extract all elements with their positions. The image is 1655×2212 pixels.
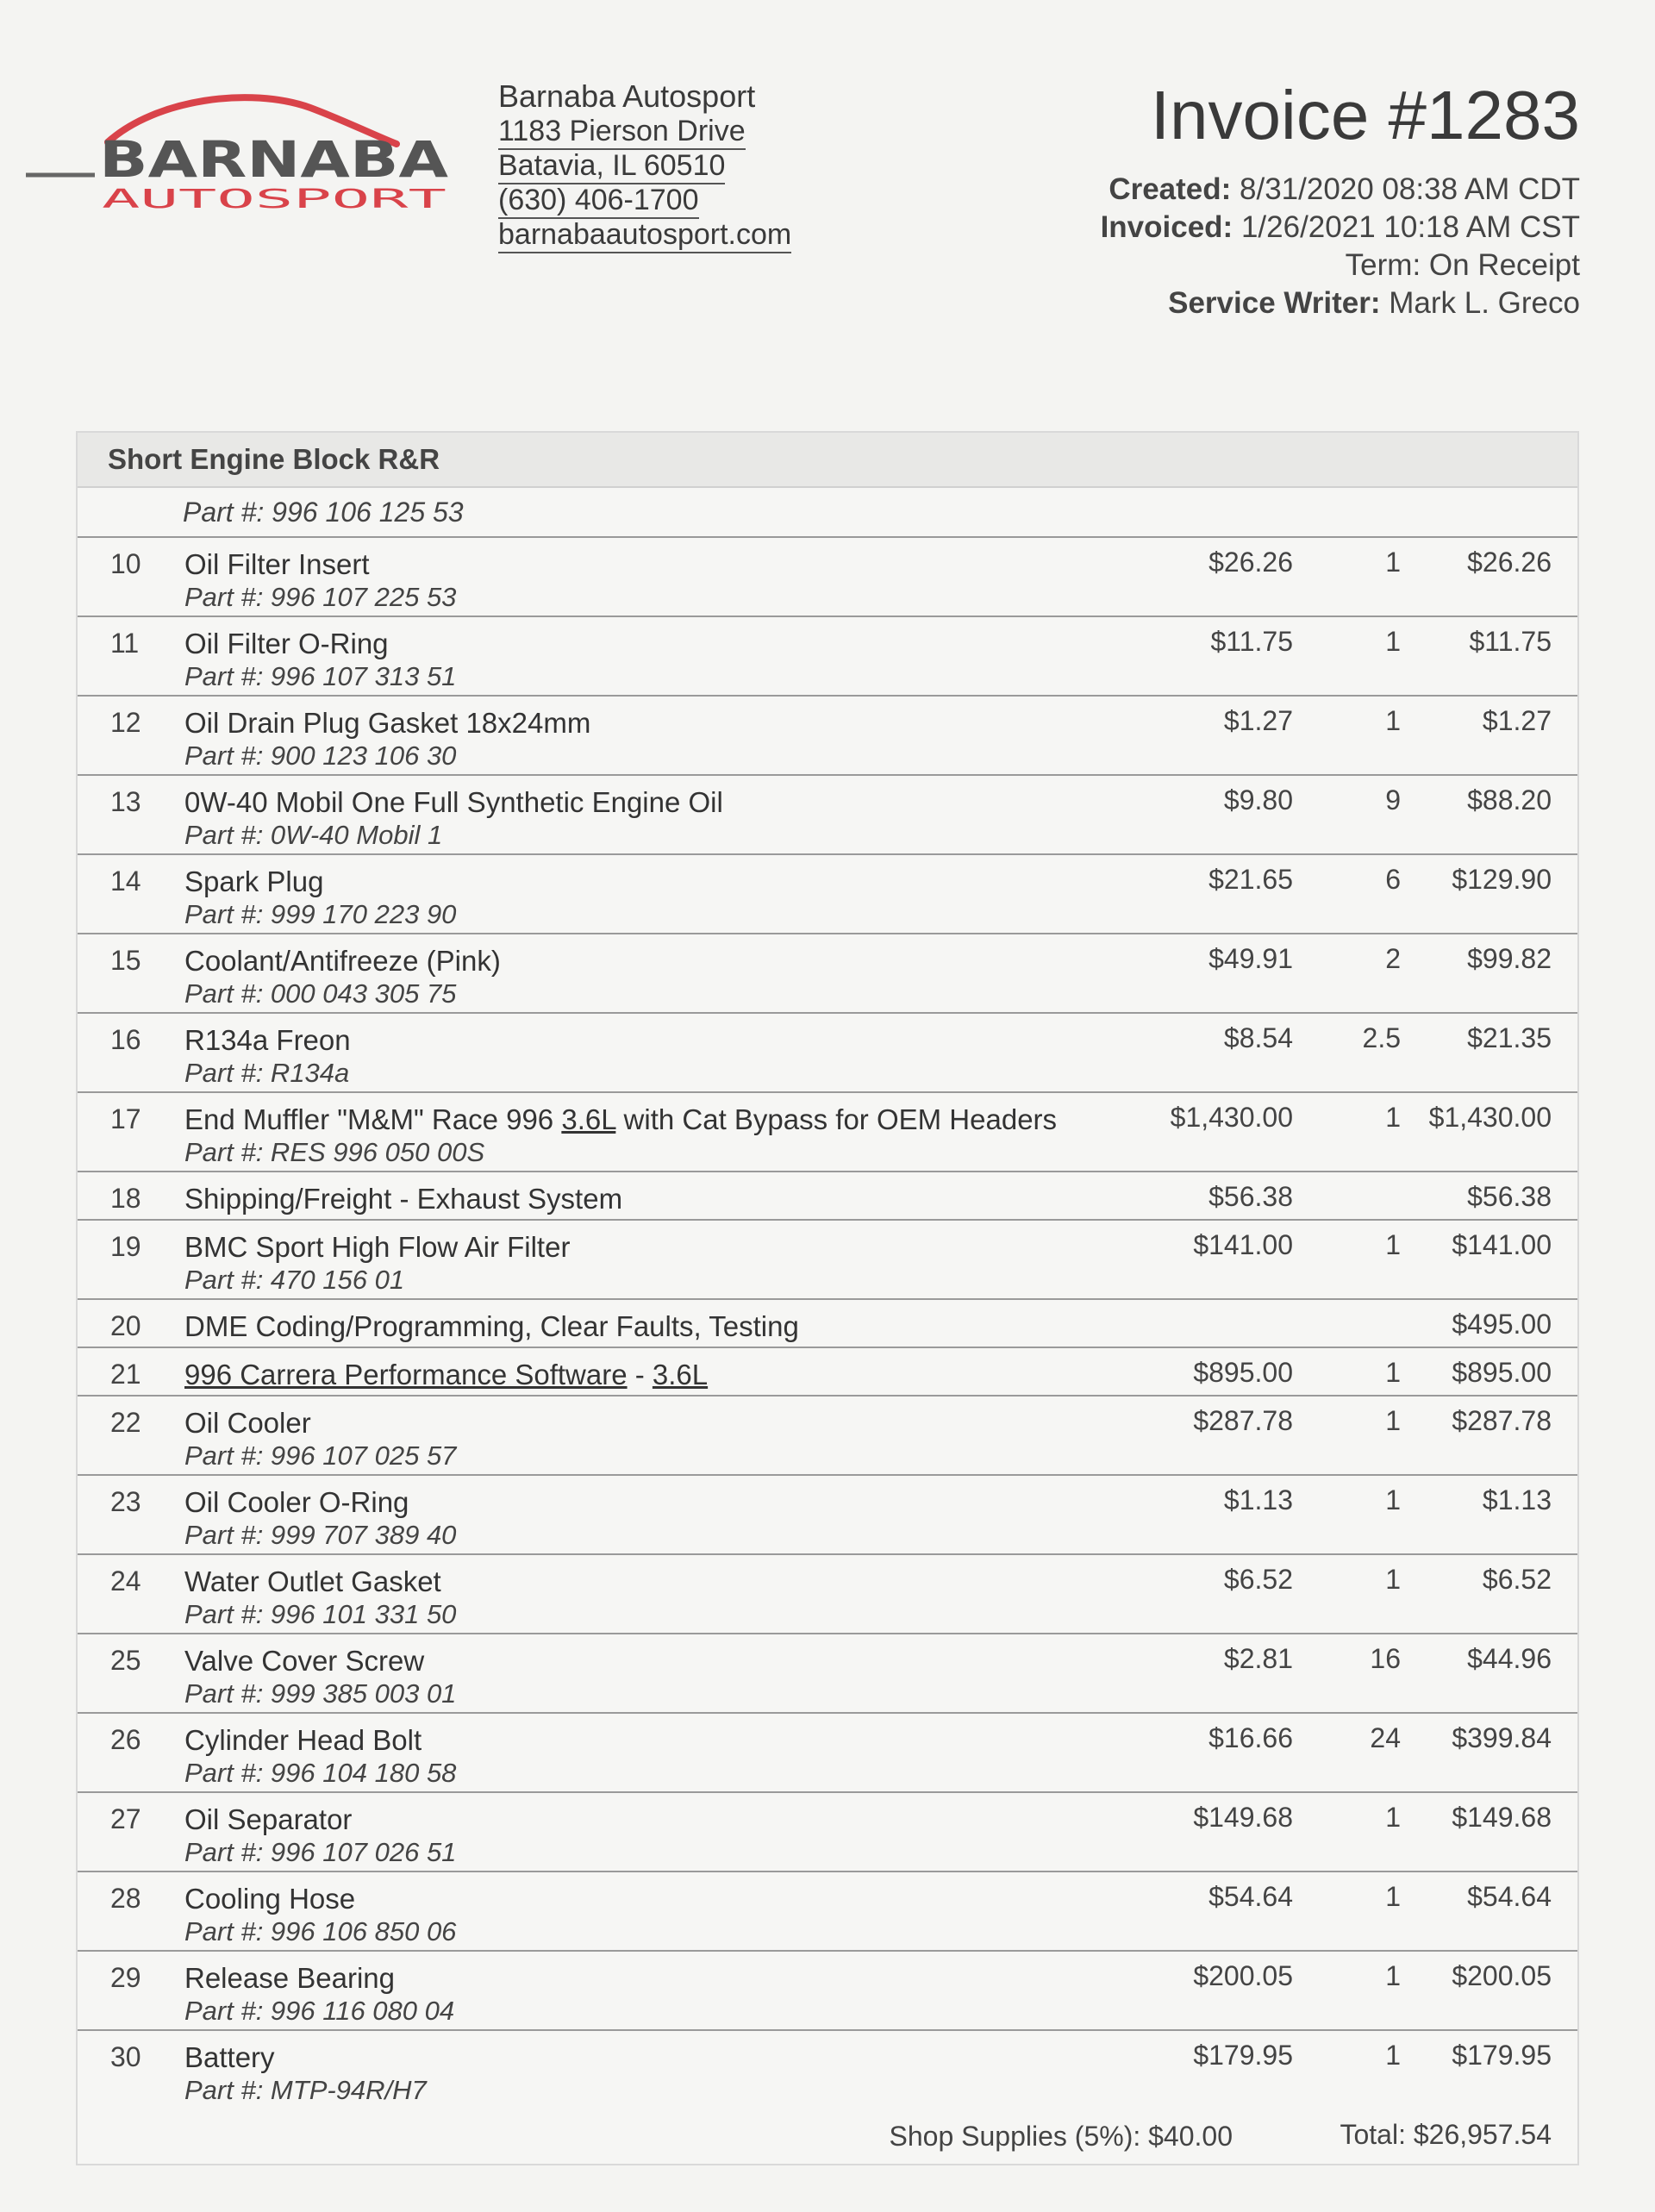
term-label: Term: xyxy=(1345,248,1421,282)
item-name: Oil Filter Insert xyxy=(184,548,370,580)
item-part-number: Part #: R134a xyxy=(184,1058,350,1088)
item-part-number: Part #: 996 116 080 04 xyxy=(184,1996,455,2026)
item-qty: 1 xyxy=(1385,1484,1401,1515)
item-qty: 24 xyxy=(1370,1722,1401,1753)
item-total: $11.75 xyxy=(1469,626,1552,657)
item-price: $16.66 xyxy=(1208,1722,1293,1753)
invoiced-value: 1/26/2021 10:18 AM CST xyxy=(1240,210,1580,244)
item-qty: 1 xyxy=(1385,1881,1401,1912)
item-description xyxy=(184,945,501,1010)
item-description xyxy=(184,1565,456,1631)
item-number: 11 xyxy=(110,628,140,659)
item-qty: 1 xyxy=(1385,1802,1401,1833)
item-name: 0W-40 Mobil One Full Synthetic Engine Oil xyxy=(184,786,723,818)
item-price: $200.05 xyxy=(1193,1960,1293,1991)
item-number: 17 xyxy=(110,1103,141,1134)
table-row xyxy=(78,617,1577,697)
item-name: Cylinder Head Bolt xyxy=(184,1724,422,1756)
term-value: On Receipt xyxy=(1428,248,1580,282)
writer-label: Service Writer: xyxy=(1168,286,1381,320)
item-name: Battery xyxy=(184,2041,275,2073)
table-row xyxy=(78,1714,1577,1793)
item-name-part-a: End Muffler "M&M" Race 996 xyxy=(184,1103,562,1135)
software-link[interactable]: 996 Carrera Performance Software xyxy=(184,1359,628,1390)
item-price: $1.27 xyxy=(1223,705,1293,736)
item-total: $179.95 xyxy=(1452,2040,1552,2071)
item-name: Cooling Hose xyxy=(184,1883,356,1915)
item-description xyxy=(184,2041,427,2107)
item-number: 19 xyxy=(110,1231,141,1262)
item-total: $895.00 xyxy=(1452,1357,1552,1388)
item-description xyxy=(184,1024,351,1090)
item-number: 30 xyxy=(110,2041,141,2072)
item-name-part-b: with Cat Bypass for OEM Headers xyxy=(615,1103,1058,1135)
item-name: R134a Freon xyxy=(184,1024,351,1056)
item-qty: 1 xyxy=(1385,705,1401,736)
item-qty: 1 xyxy=(1385,547,1401,578)
item-price: $287.78 xyxy=(1193,1405,1293,1436)
created-value: 8/31/2020 08:38 AM CDT xyxy=(1240,172,1580,206)
item-description xyxy=(184,1486,456,1552)
item-total: $1.13 xyxy=(1482,1484,1552,1515)
item-part-number: Part #: 996 107 025 57 xyxy=(184,1440,457,1471)
item-number: 29 xyxy=(110,1962,141,1993)
item-total: $149.68 xyxy=(1452,1802,1552,1833)
writer-line xyxy=(1101,284,1580,322)
item-qty: 1 xyxy=(1385,1102,1401,1133)
item-name: BMC Sport High Flow Air Filter xyxy=(184,1231,571,1263)
item-price: $179.95 xyxy=(1193,2040,1293,2071)
item-price: $1.13 xyxy=(1223,1484,1293,1515)
item-description xyxy=(184,707,590,772)
item-part-number: Part #: MTP-94R/H7 xyxy=(184,2075,427,2105)
item-price: $141.00 xyxy=(1193,1229,1293,1260)
item-part-number: Part #: 999 385 003 01 xyxy=(184,1678,457,1709)
invoice-footer xyxy=(78,2109,1577,2164)
table-row xyxy=(78,1300,1577,1348)
item-part-number: Part #: 000 043 305 75 xyxy=(184,978,457,1009)
item-part-number: Part #: 999 707 389 40 xyxy=(184,1520,457,1550)
item-price: $21.65 xyxy=(1208,864,1293,895)
item-qty: 1 xyxy=(1385,1960,1401,1991)
item-total: $200.05 xyxy=(1452,1960,1552,1991)
item-part-number: Part #: 996 106 850 06 xyxy=(184,1916,457,1946)
item-description xyxy=(184,1359,708,1391)
item-price: $11.75 xyxy=(1210,626,1293,657)
item-part-number: Part #: 996 101 331 50 xyxy=(184,1599,457,1629)
item-name: Oil Filter O-Ring xyxy=(184,628,389,659)
table-row xyxy=(78,1014,1577,1093)
item-description xyxy=(184,1103,1057,1169)
table-row xyxy=(78,776,1577,855)
item-price: $8.54 xyxy=(1223,1022,1293,1053)
table-row xyxy=(78,538,1577,617)
item-price: $149.68 xyxy=(1193,1802,1293,1833)
item-price: $49.91 xyxy=(1208,943,1293,974)
item-price: $26.26 xyxy=(1208,547,1293,578)
item-name: DME Coding/Programming, Clear Faults, Testing xyxy=(184,1310,799,1342)
item-total: $129.90 xyxy=(1452,864,1552,895)
logo-wordmark: BARNABA xyxy=(99,130,449,189)
item-name: Spark Plug xyxy=(184,865,324,897)
item-total: $6.52 xyxy=(1482,1564,1552,1595)
item-qty: 1 xyxy=(1385,626,1401,657)
item-price: $54.64 xyxy=(1208,1881,1293,1912)
item-number: 22 xyxy=(110,1407,141,1438)
term-line xyxy=(1101,247,1580,284)
item-number: 25 xyxy=(110,1645,141,1676)
engine-size-link[interactable]: 3.6L xyxy=(652,1359,709,1390)
section-title: Short Engine Block R&R xyxy=(78,433,1577,488)
item-description xyxy=(184,1962,454,2028)
item-price: $6.52 xyxy=(1223,1564,1293,1595)
item-qty: 16 xyxy=(1370,1643,1401,1674)
item-total: $56.38 xyxy=(1467,1181,1552,1212)
item-total: $399.84 xyxy=(1452,1722,1552,1753)
item-description xyxy=(184,1310,799,1343)
created-line xyxy=(1101,171,1580,209)
item-qty: 1 xyxy=(1385,2040,1401,2071)
company-city: Batavia, IL 60510 xyxy=(498,148,725,184)
item-qty: 2 xyxy=(1385,943,1401,974)
item-qty: 1 xyxy=(1385,1405,1401,1436)
table-row xyxy=(78,1793,1577,1872)
item-total: $26.26 xyxy=(1467,547,1552,578)
item-number: 12 xyxy=(110,707,141,738)
item-total: $1.27 xyxy=(1482,705,1552,736)
item-description xyxy=(184,865,456,931)
table-row xyxy=(78,855,1577,934)
item-name xyxy=(184,1103,1057,1136)
item-part-number: Part #: 0W-40 Mobil 1 xyxy=(184,820,443,850)
item-number: 23 xyxy=(110,1486,141,1517)
table-row xyxy=(78,1555,1577,1634)
item-price: $9.80 xyxy=(1223,784,1293,815)
item-part-number: Part #: 900 123 106 30 xyxy=(184,740,457,771)
item-description xyxy=(184,1645,456,1710)
invoice-header xyxy=(1101,76,1580,322)
item-total: $54.64 xyxy=(1467,1881,1552,1912)
item-name: Coolant/Antifreeze (Pink) xyxy=(184,945,501,977)
item-total: $1,430.00 xyxy=(1428,1102,1552,1133)
item-name-separator: - xyxy=(627,1359,653,1390)
table-row xyxy=(78,697,1577,776)
item-price: $2.81 xyxy=(1223,1643,1293,1674)
item-qty: 1 xyxy=(1385,1357,1401,1388)
line-items-table xyxy=(76,431,1579,2165)
item-total: $141.00 xyxy=(1452,1229,1552,1260)
item-number: 27 xyxy=(110,1803,141,1834)
item-number: 21 xyxy=(110,1359,141,1390)
table-row xyxy=(78,2031,1577,2109)
item-number: 16 xyxy=(110,1024,141,1055)
item-total: $44.96 xyxy=(1467,1643,1552,1674)
item-qty: 1 xyxy=(1385,1229,1401,1260)
item-number: 26 xyxy=(110,1724,141,1755)
barnaba-logo xyxy=(26,82,457,228)
item-part-number: Part #: 999 170 223 90 xyxy=(184,899,457,929)
item-part-number: Part #: 470 156 01 xyxy=(184,1265,405,1295)
table-row xyxy=(78,1872,1577,1952)
invoice-title: Invoice #1283 xyxy=(1150,77,1580,153)
item-name: Oil Cooler xyxy=(184,1407,311,1439)
item-name: Shipping/Freight - Exhaust System xyxy=(184,1183,623,1215)
item-part-number: Part #: 996 104 180 58 xyxy=(184,1758,457,1788)
item-qty: 2.5 xyxy=(1362,1022,1401,1053)
item-number: 10 xyxy=(110,548,141,579)
item-description xyxy=(184,1724,456,1790)
item-name: Valve Cover Screw xyxy=(184,1645,425,1677)
company-info xyxy=(498,79,791,252)
item-price: $56.38 xyxy=(1208,1181,1293,1212)
writer-value: Mark L. Greco xyxy=(1389,286,1580,320)
item-part-number: Part #: 996 107 225 53 xyxy=(184,582,457,612)
table-row xyxy=(78,1397,1577,1476)
section-top-part: Part #: 996 106 125 53 xyxy=(78,488,1577,538)
item-total: $287.78 xyxy=(1452,1405,1552,1436)
item-description xyxy=(184,786,723,852)
item-number: 28 xyxy=(110,1883,141,1914)
created-label: Created: xyxy=(1109,172,1232,206)
item-qty: 1 xyxy=(1385,1564,1401,1595)
item-name: Water Outlet Gasket xyxy=(184,1565,441,1597)
invoiced-line xyxy=(1101,209,1580,247)
item-description xyxy=(184,1407,456,1472)
table-row xyxy=(78,1093,1577,1172)
table-row xyxy=(78,1634,1577,1714)
item-number: 13 xyxy=(110,786,141,817)
item-name: Oil Drain Plug Gasket 18x24mm xyxy=(184,707,591,739)
item-number: 20 xyxy=(110,1310,141,1341)
company-phone[interactable]: (630) 406-1700 xyxy=(498,183,699,219)
item-part-number: Part #: RES 996 050 00S xyxy=(184,1137,485,1167)
item-description xyxy=(184,1183,622,1215)
item-number: 15 xyxy=(110,945,141,976)
item-qty: 6 xyxy=(1385,864,1401,895)
item-total: $99.82 xyxy=(1467,943,1552,974)
item-qty: 9 xyxy=(1385,784,1401,815)
company-website[interactable]: barnabaautosport.com xyxy=(498,217,791,253)
item-description xyxy=(184,1883,456,1948)
table-row xyxy=(78,1172,1577,1221)
item-name xyxy=(184,1359,708,1391)
engine-size-link[interactable]: 3.6L xyxy=(561,1103,616,1135)
item-number: 24 xyxy=(110,1565,141,1597)
table-row xyxy=(78,1952,1577,2031)
item-number: 18 xyxy=(110,1183,141,1214)
invoiced-label: Invoiced: xyxy=(1100,210,1233,244)
table-row xyxy=(78,1476,1577,1555)
item-price: $1,430.00 xyxy=(1170,1102,1293,1133)
item-total: $21.35 xyxy=(1467,1022,1552,1053)
item-description xyxy=(184,1231,570,1297)
company-street: 1183 Pierson Drive xyxy=(498,114,746,150)
shop-supplies: Shop Supplies (5%): $40.00 xyxy=(889,2121,1233,2152)
table-row xyxy=(78,1348,1577,1397)
item-price: $895.00 xyxy=(1193,1357,1293,1388)
item-name: Oil Cooler O-Ring xyxy=(184,1486,409,1518)
logo-subtext: AUTOSPORT xyxy=(102,184,447,215)
grand-total: Total: $26,957.54 xyxy=(1340,2119,1552,2150)
table-row xyxy=(78,1221,1577,1300)
item-description xyxy=(184,548,456,614)
item-description xyxy=(184,628,456,693)
item-part-number: Part #: 996 107 026 51 xyxy=(184,1837,457,1867)
item-description xyxy=(184,1803,456,1869)
item-name: Oil Separator xyxy=(184,1803,353,1835)
invoice-meta xyxy=(1101,171,1580,322)
table-row xyxy=(78,934,1577,1014)
item-name: Release Bearing xyxy=(184,1962,395,1994)
item-total: $88.20 xyxy=(1467,784,1552,815)
car-logo-icon xyxy=(26,82,457,228)
company-name: Barnaba Autosport xyxy=(498,78,756,114)
item-part-number: Part #: 996 107 313 51 xyxy=(184,661,457,691)
item-total: $495.00 xyxy=(1452,1309,1552,1340)
item-number: 14 xyxy=(110,865,141,897)
